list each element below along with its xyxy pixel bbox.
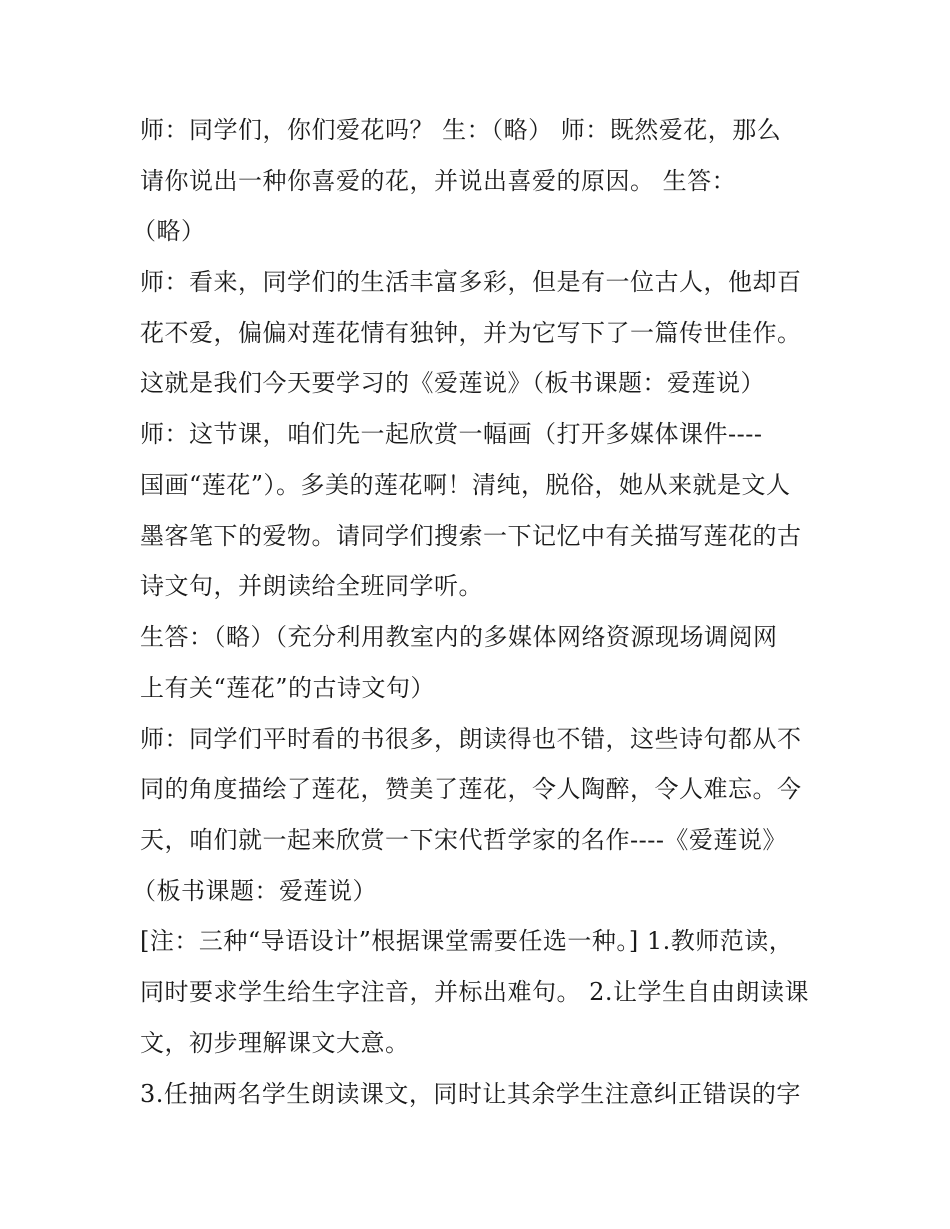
text-line: 上有关“莲花”的古诗文句） xyxy=(140,674,436,702)
text-line: （板书课题：爱莲说） xyxy=(132,877,377,905)
text-line: 请你说出一种你喜爱的花，并说出喜爱的原因。 生答： xyxy=(140,167,737,195)
text-line: （略） xyxy=(132,217,206,245)
text-line: 这就是我们今天要学习的《爱莲说》（板书课题：爱莲说） xyxy=(140,369,765,397)
text-line: 文，初步理解课文大意。 xyxy=(140,1029,410,1057)
text-line: 师：看来，同学们的生活丰富多彩，但是有一位古人，他却百 xyxy=(140,268,802,296)
text-line: 师：这节课，咱们先一起欣赏一幅画（打开多媒体课件---- xyxy=(140,420,763,448)
text-line: 同时要求学生给生字注音，并标出难句。 2.让学生自由朗读课 xyxy=(140,978,810,1006)
text-line: 生答：（略）（充分利用教室内的多媒体网络资源现场调阅网 xyxy=(140,623,778,651)
text-line: 诗文句，并朗读给全班同学听。 xyxy=(140,572,483,600)
text-line: 同的角度描绘了莲花，赞美了莲花，令人陶醉，令人难忘。今 xyxy=(140,775,802,803)
text-line: 花不爱，偏偏对莲花情有独钟，并为它写下了一篇传世佳作。 xyxy=(140,319,802,347)
text-line: 国画“莲花”）。多美的莲花啊！清纯，脱俗，她从来就是文人 xyxy=(140,471,791,499)
text-line: 师：同学们，你们爱花吗？ 生：（略） 师：既然爱花，那么 xyxy=(140,116,782,144)
text-line: 师：同学们平时看的书很多，朗读得也不错，这些诗句都从不 xyxy=(140,725,802,753)
text-line: 3.任抽两名学生朗读课文，同时让其余学生注意纠正错误的字 xyxy=(140,1080,801,1108)
text-line: [注：三种“导语设计”根据课堂需要任选一种。] 1.教师范读， xyxy=(140,927,794,955)
text-line: 墨客笔下的爱物。请同学们搜索一下记忆中有关描写莲花的古 xyxy=(140,522,802,550)
text-line: 天，咱们就一起来欣赏一下宋代哲学家的名作----《爱莲说》 xyxy=(140,826,787,854)
